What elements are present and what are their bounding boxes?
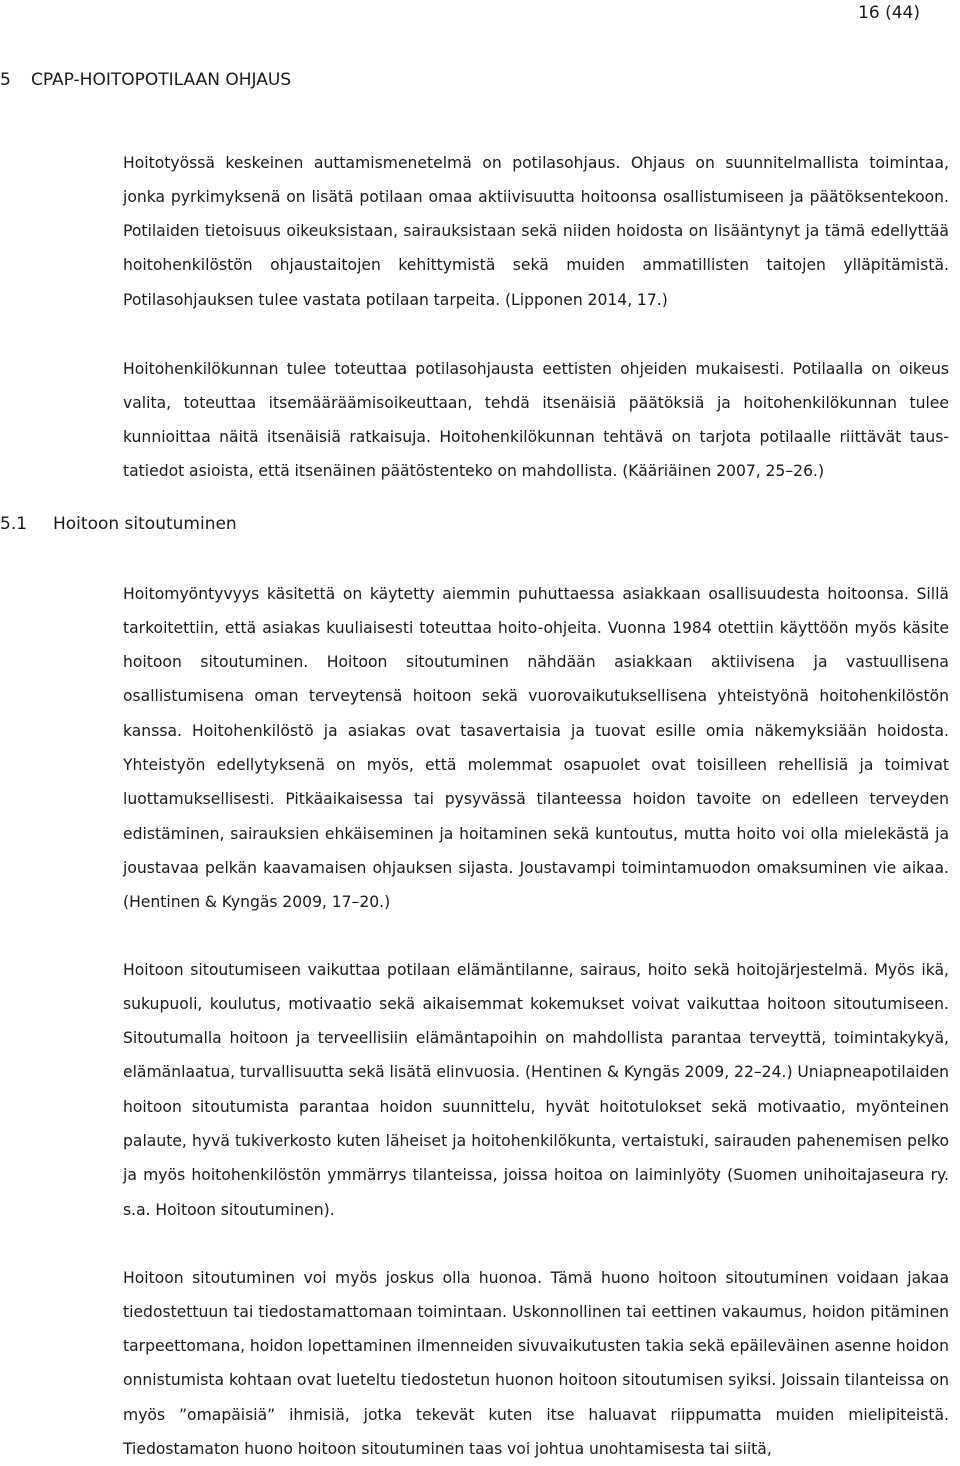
paragraph: Hoitoon sitoutumiseen vaikuttaa potilaan elämäntilanne, sairaus, hoito sekä hoitojärjestelmä. Myös ikä, sukupuoli, koulutus, motivaatio sekä aikaisemmat kokemukset voivat vaikuttaa hoitoon sitoutumiseen. Sitoutumalla hoitoon ja terveellisiin elämäntapoihin on mahdollista parantaa terveyttä, toimintakykyä, elämänlaatua, turvallisuutta sekä lisätä elinvuosia. (Hentinen & Kyngäs 2009, 22–24.) Uniapneapotilaiden hoitoon sitoutumista parantaa hoidon suunnittelu, hyvät hoitotulokset sekä motivaatio, myönteinen palaute, hyvä tukiverkosto kuten läheiset ja hoitohenkilökunta, vertaistuki, sairauden pahenemisen pelko ja myös hoitohenkilöstön ymmärrys tilanteissa, joissa hoitoa on laiminlyöty (Suomen unihoitajaseura ry. s.a. Hoitoon sitoutuminen). (123, 960, 949, 1219)
section-number: 5 (0, 70, 11, 90)
subsection-title: Hoitoon sitoutuminen (53, 514, 237, 534)
subsection-number: 5.1 (0, 514, 28, 534)
paragraph: Hoitoon sitoutuminen voi myös joskus olla huonoa. Tämä huono hoitoon sitoutuminen voidaan jakaa tiedostettuun tai tiedostamattomaan toimintaan. Uskonnollinen tai eettinen vakaumus, hoidon pitäminen tarpeettomana, hoidon lopettaminen ilmenneiden sivuvaikutusten takia sekä epäileväinen asenne hoidon onnistumista kohtaan ovat lueteltu tiedostetun huonon hoitoon sitoutumisen syiksi. Joissain tilanteissa on myös ”omapäisiä” ihmisiä, jotka tekevät kuten itse haluavat riippumatta muiden mielipiteistä. Tiedostamaton huono hoitoon sitoutuminen taas voi johtua unohtamisesta tai siitä, (123, 1268, 949, 1459)
paragraph: Hoitohenkilökunnan tulee toteuttaa potilasohjausta eettisten ohjeiden mukaisesti. Potilaalla on oikeus valita, toteuttaa itsemääräämisoikeuttaan, tehdä itsenäisiä päätöksiä ja hoitohenkilökunnan tulee kunnioittaa näitä itsenäisiä ratkaisuja. Hoitohenkilökunnan tehtävä on tarjota potilaalle riittävät taustatiedot asioista, että itsenäinen päätöstenteko on mahdollista. (Kääriäinen 2007, 25–26.) (123, 359, 949, 481)
section-heading (0, 69, 291, 91)
subsection-heading (0, 513, 237, 535)
paragraph: Hoitomyöntyvyys käsitettä on käytetty aiemmin puhuttaessa asiakkaan osallisuudesta hoitoonsa. Sillä tarkoitettiin, että asiakas kuuliaisesti toteuttaa hoito-ohjeita. Vuonna 1984 otettiin käyttöön myös käsite hoitoon sitoutuminen. Hoitoon sitoutuminen nähdään asiakkaan aktiivisena ja vastuullisena osallistumisena oman terveytensä hoitoon sekä vuorovaikutuksellisena yhteistyönä hoitohenkilöstön kanssa. Hoitohenkilöstö ja asiakas ovat tasavertaisia ja tuovat esille omia näkemyksiään hoidosta. Yhteistyön edellytyksenä on myös, että molemmat osapuolet ovat toisilleen rehellisiä ja toimivat luottamuksellisesti. Pitkäaikaisessa tai pysyvässä tilanteessa hoidon tavoite on edelleen terveyden edistäminen, sairauksien ehkäiseminen ja hoitaminen sekä kuntoutus, mutta hoito voi olla mielekästä ja joustavaa pelkän kaavamaisen ohjauksen sijasta. Joustavampi toimintamuodon omaksuminen vie aikaa. (Hentinen & Kyngäs 2009, 17–20.) (123, 584, 949, 912)
paragraph: Hoitotyössä keskeinen auttamismenetelmä on potilasohjaus. Ohjaus on suunnitelmallista toimintaa, jonka pyrkimyksenä on lisätä potilaan omaa aktiivisuutta hoitoonsa osallistumiseen ja päätöksentekoon. Potilaiden tietoisuus oikeuksistaan, sairauksistaan sekä niiden hoidosta on lisääntynyt ja tämä edellyttää hoitohenkilöstön ohjaustaitojen kehittymistä sekä muiden ammatillisten taitojen ylläpitämistä. Potilasohjauksen tulee vastata potilaan tarpeita. (Lipponen 2014, 17.) (123, 153, 949, 309)
section-title: CPAP-HOITOPOTILAAN OHJAUS (31, 70, 292, 90)
page-number: 16 (44) (858, 3, 920, 23)
